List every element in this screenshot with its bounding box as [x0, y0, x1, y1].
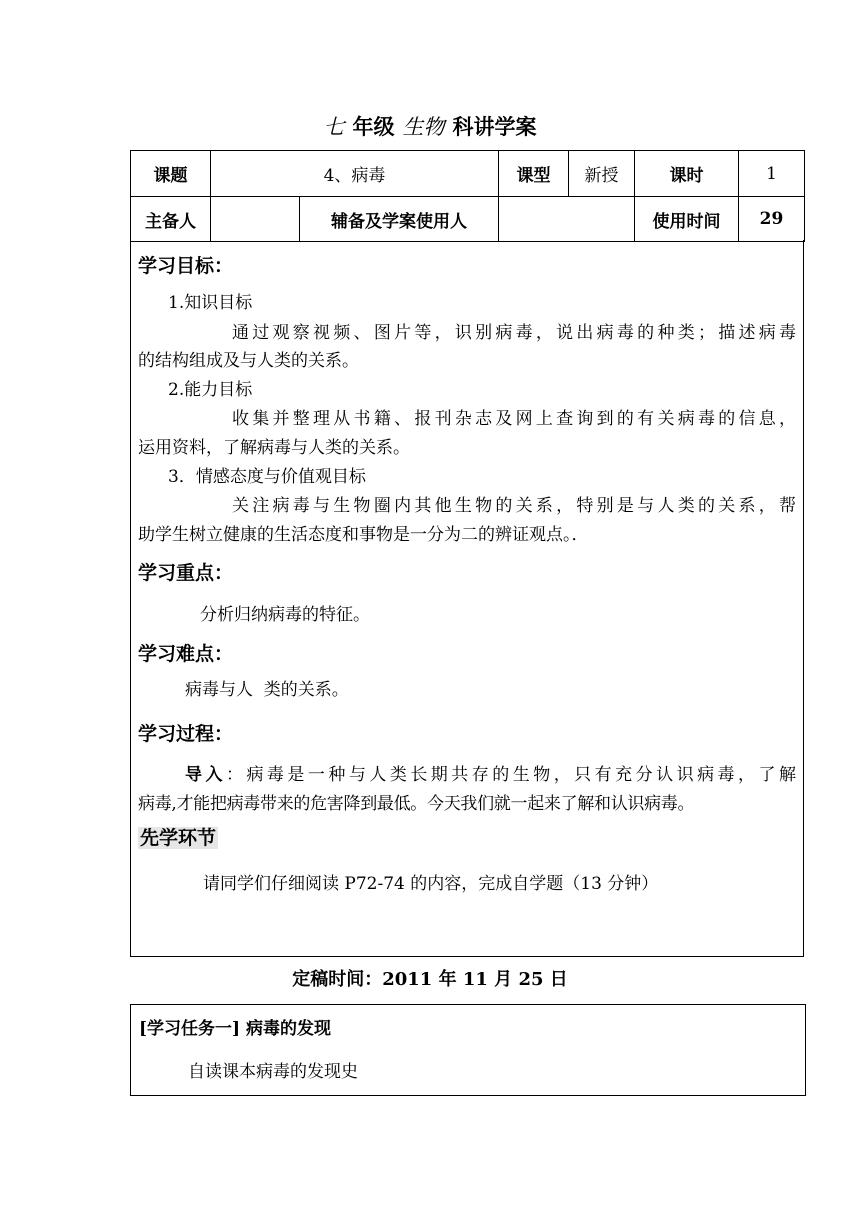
assistant-value: [499, 197, 635, 242]
emotion-line-2: 助学生树立健康的生活态度和事物是一分为二的辨证观点。．: [138, 525, 589, 545]
task1-heading: [学习任务一] 病毒的发现: [139, 1019, 332, 1039]
finalized-date: 定稿时间：2011 年 11 月 25 日: [292, 969, 568, 990]
hours-label: 课时: [635, 151, 739, 197]
intro-line-1: [185, 762, 796, 788]
knowledge-line-1: 通过观察视频、图片等，识别病毒，说出病毒的种类；描述病毒: [232, 323, 796, 343]
knowledge-line-2: 的结构组成及与人类的关系。: [138, 351, 359, 371]
key-points-text: 分析归纳病毒的特征。: [200, 605, 370, 625]
date-label: 使用时间: [635, 197, 739, 242]
type-label: 课型: [499, 151, 569, 197]
date-value: 29: [739, 197, 805, 242]
objectives-heading: 学习目标：: [138, 255, 234, 277]
pre-study-heading: [138, 825, 218, 851]
header-table: [130, 150, 805, 242]
intro-label: 导入: [185, 765, 226, 785]
title-grade: 七: [323, 115, 345, 139]
ability-line-1: 收集并整理从书籍、报刊杂志及网上查询到的有关病毒的信息，: [232, 409, 796, 429]
assistant-label: 辅备及学案使用人: [300, 197, 499, 242]
document-title: [0, 112, 860, 142]
preparer-value: [211, 197, 300, 242]
title-grade-label: 年级: [352, 114, 395, 139]
title-subject: 生物: [402, 115, 445, 139]
knowledge-heading: 1.知识目标: [168, 293, 253, 313]
task1-text: 自读课本病毒的发现史: [188, 1062, 358, 1082]
pre-study-heading-text: 先学环节: [140, 827, 217, 849]
hours-value: 1: [739, 151, 805, 197]
difficulties-heading: 学习难点：: [138, 643, 234, 665]
title-suffix: 科讲学案: [452, 114, 537, 139]
preparer-label: 主备人: [131, 197, 211, 242]
key-points-heading: 学习重点：: [138, 562, 234, 584]
header-row-2: [131, 197, 805, 242]
emotion-line-1: 关注病毒与生物圈内其他生物的关系，特别是与人类的关系，帮: [232, 496, 796, 516]
intro-line-2: 病毒,才能把病毒带来的危害降到最低。今天我们就一起来了解和认识病毒。: [138, 794, 695, 814]
ability-heading: 2.能力目标: [168, 380, 253, 400]
topic-label: 课题: [131, 151, 211, 197]
process-heading: 学习过程：: [138, 723, 234, 745]
ability-line-2: 运用资料，了解病毒与人类的关系。: [138, 438, 410, 458]
emotion-heading: 3．情感态度与价值观目标: [168, 467, 366, 487]
difficulties-text: 病毒与人 类的关系。: [185, 680, 349, 700]
intro-text-1: ：病毒是一种与人类长期共存的生物，只有充分认识病毒，了解: [225, 765, 797, 785]
type-value: 新授: [569, 151, 635, 197]
pre-study-text: 请同学们仔细阅读 P72-74 的内容，完成自学题（13 分钟）: [203, 874, 659, 894]
topic-value: 4、病毒: [211, 151, 499, 197]
header-row-1: [131, 151, 805, 197]
